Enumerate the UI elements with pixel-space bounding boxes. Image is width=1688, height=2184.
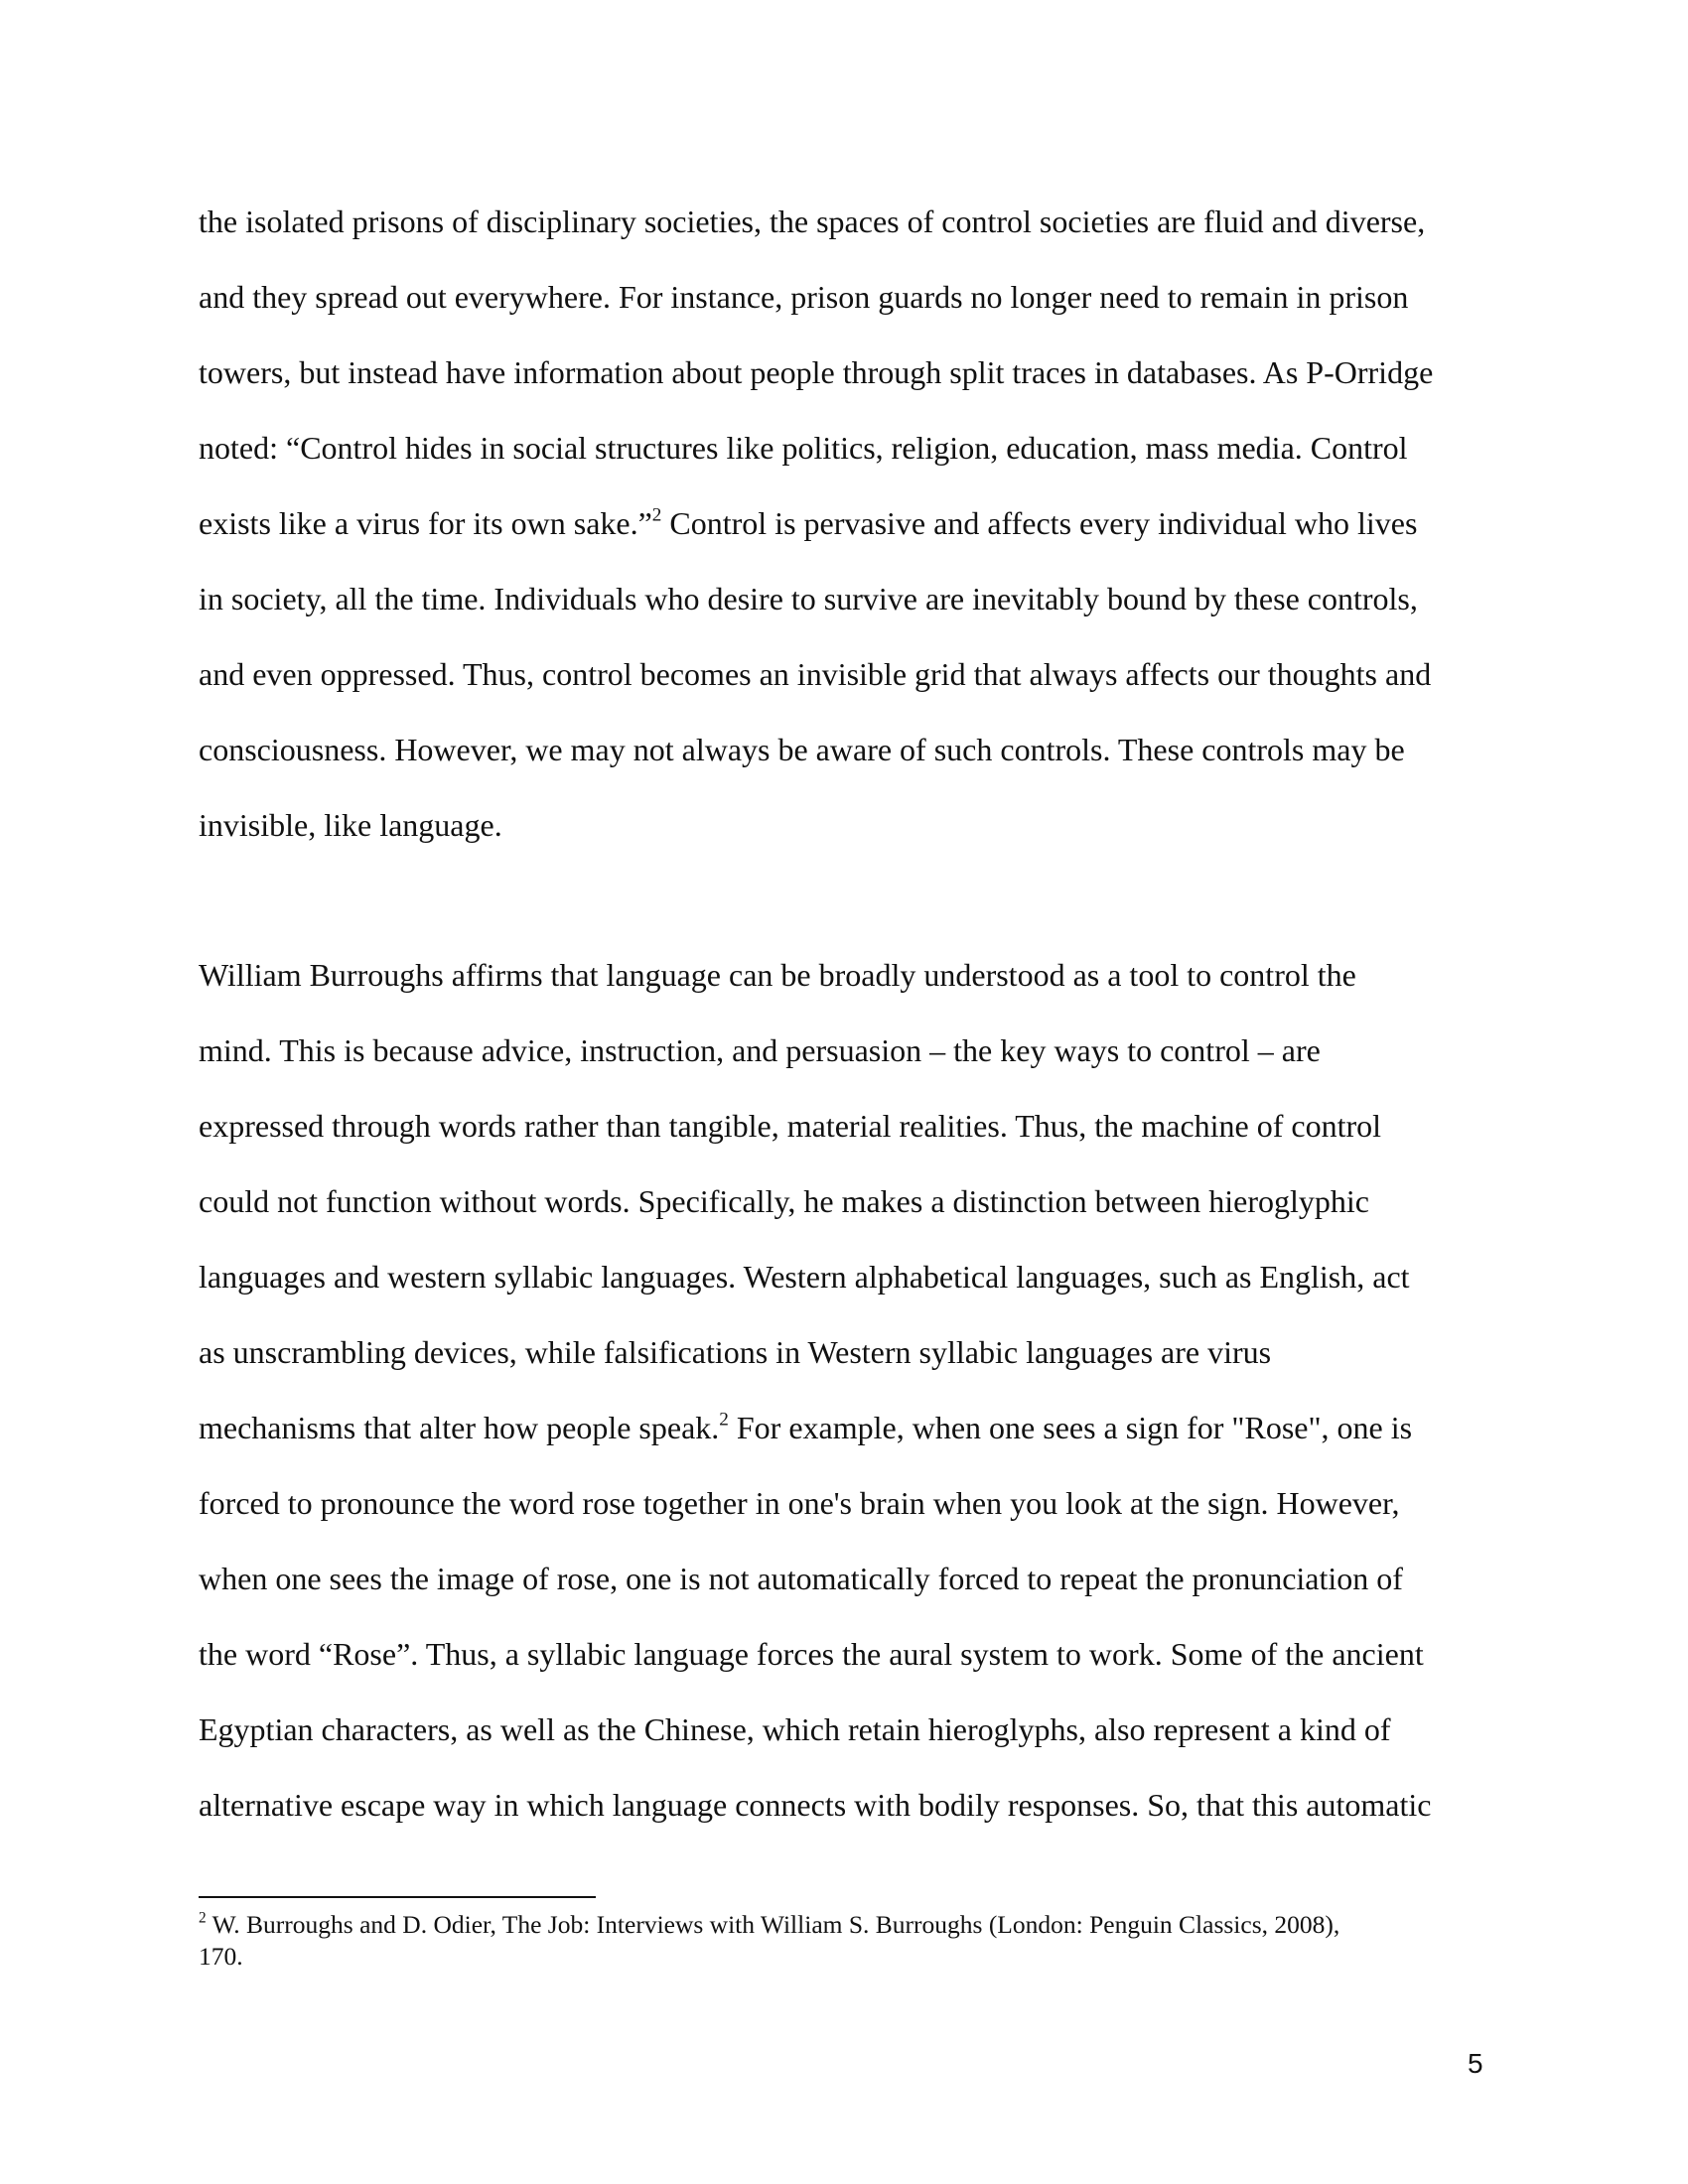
footnote-marker: 2 [199,1909,207,1927]
body-text-line [199,503,1417,543]
footnote-separator [199,1896,596,1898]
body-text-segment: exists like a virus for its own sake.” [199,505,652,541]
body-text-line: languages and western syllabic languages. Western alphabetical languages, such as English, act [199,1259,1410,1295]
body-text-line: alternative escape way in which language connects with bodily responses. So, that this automatic [199,1787,1432,1823]
body-text-line: forced to pronounce the word rose together in one's brain when you look at the sign. However, [199,1485,1400,1521]
body-text-line: mind. This is because advice, instruction, and persuasion – the key ways to control – are [199,1032,1321,1068]
body-text-line: expressed through words rather than tangible, material realities. Thus, the machine of control [199,1108,1382,1144]
body-text-line: when one sees the image of rose, one is not automatically forced to repeat the pronunciation of [199,1561,1403,1596]
footnote-line: 170. [199,1942,243,1971]
body-text-line: the word “Rose”. Thus, a syllabic language forces the aural system to work. Some of the ancient [199,1636,1424,1672]
body-text-line: and they spread out everywhere. For instance, prison guards no longer need to remain in prison [199,279,1409,315]
body-text-segment: For example, when one sees a sign for "Rose", one is [728,1410,1413,1445]
body-text-line: in society, all the time. Individuals who desire to survive are inevitably bound by these controls, [199,581,1418,616]
body-text-line: consciousness. However, we may not always be aware of such controls. These controls may be [199,732,1405,767]
body-text-segment: mechanisms that alter how people speak. [199,1410,720,1445]
body-text-line: William Burroughs affirms that language can be broadly understood as a tool to control the [199,957,1356,993]
body-text-line: the isolated prisons of disciplinary societies, the spaces of control societies are fluid and diverse, [199,204,1426,239]
footnote-line [199,1908,1489,1942]
body-text-line: noted: “Control hides in social structures like politics, religion, education, mass media. Control [199,430,1408,466]
body-text-line: Egyptian characters, as well as the Chinese, which retain hieroglyphs, also represent a kind of [199,1711,1391,1747]
body-text-line: towers, but instead have information about people through split traces in databases. As P-Orridge [199,354,1434,390]
body-text-line: and even oppressed. Thus, control becomes an invisible grid that always affects our thoughts and [199,656,1432,692]
body-text-line [199,1408,1412,1447]
page-number: 5 [1468,2048,1483,2079]
body-text-line: invisible, like language. [199,807,502,843]
body-text-line: could not function without words. Specifically, he makes a distinction between hieroglyphic [199,1183,1369,1219]
footnote-reference: 2 [651,504,662,526]
body-text-segment: Control is pervasive and affects every individual who lives [661,505,1418,541]
footnote-text: W. Burroughs and D. Odier, The Job: Interviews with William S. Burroughs (London: Penguin Classics, 2008), [206,1910,1340,1939]
body-text-line: as unscrambling devices, while falsifications in Western syllabic languages are virus [199,1334,1272,1370]
footnote-reference: 2 [719,1409,729,1431]
